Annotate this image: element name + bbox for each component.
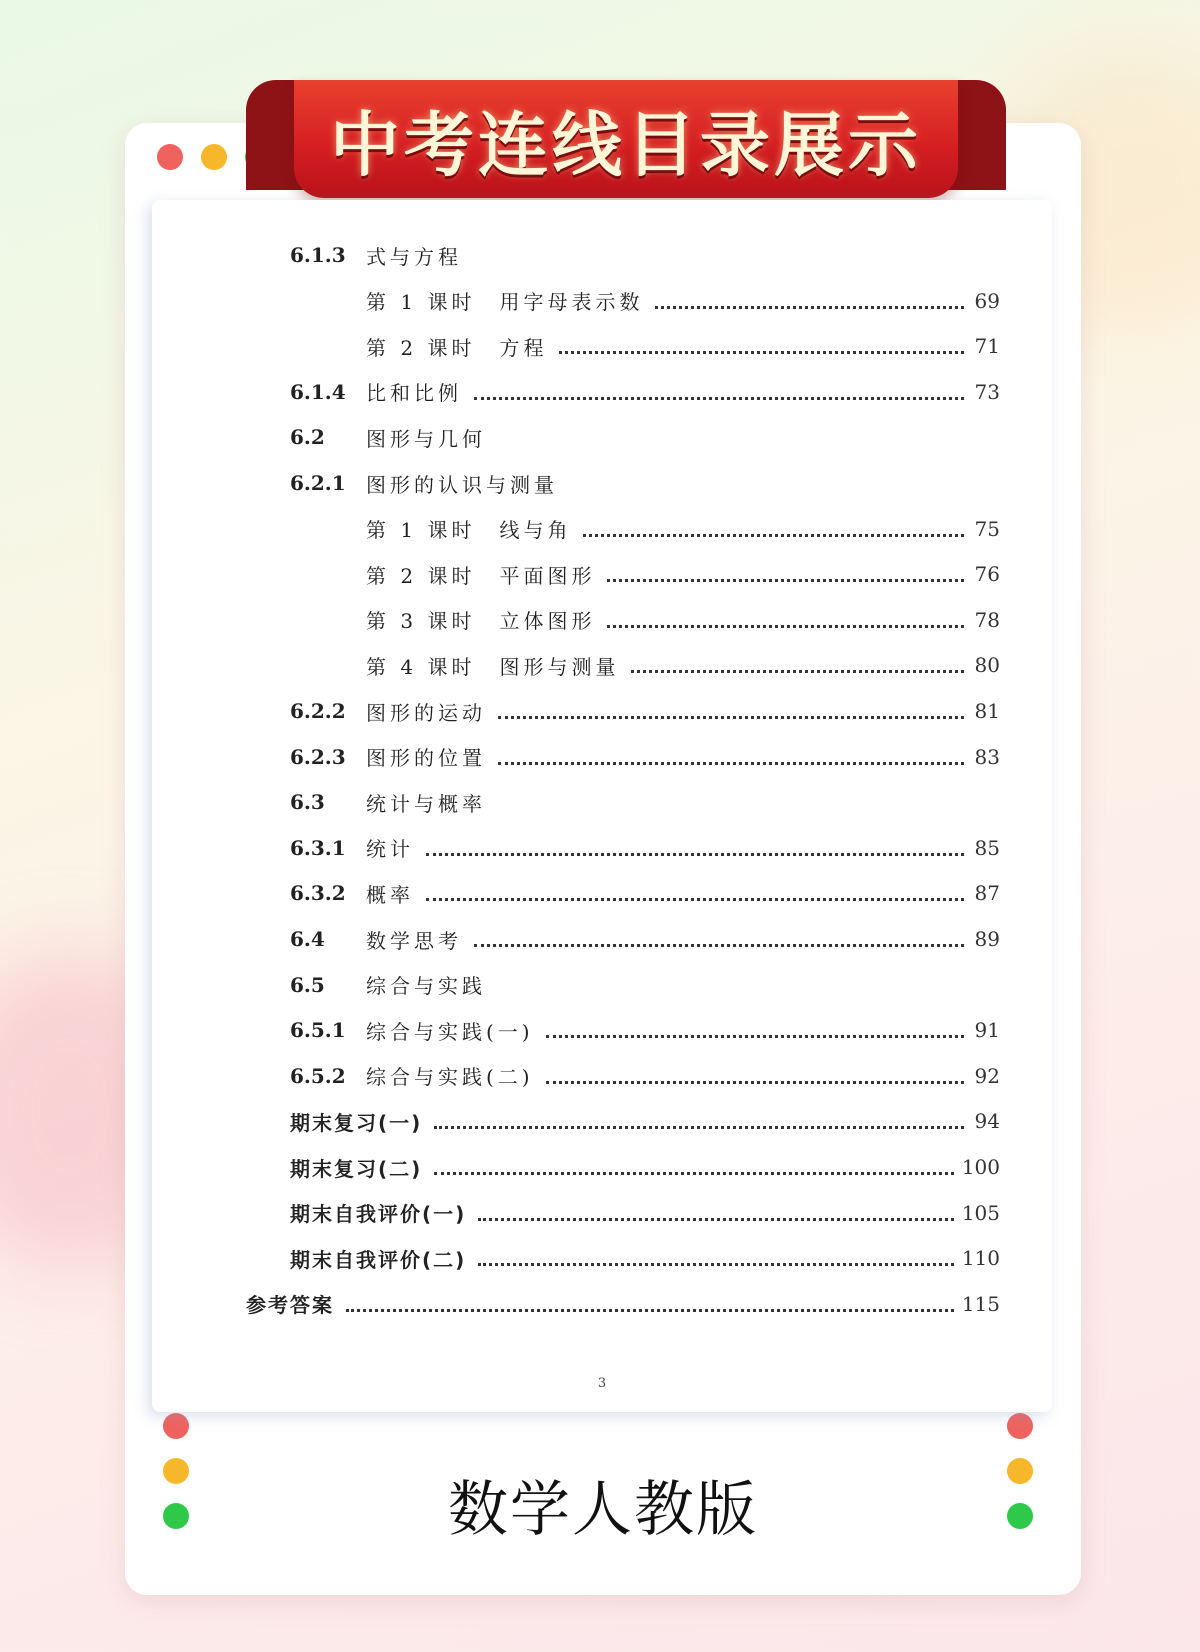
- toc-page-number: 80: [974, 653, 1000, 678]
- toc-page-number: 76: [974, 562, 1000, 587]
- toc-leader-dots: [346, 1307, 954, 1312]
- toc-section-number: 6.3: [290, 790, 325, 815]
- footer-title: 数学人教版: [448, 1475, 758, 1545]
- toc-title: 参考答案: [246, 1293, 334, 1318]
- toc-section-number: 6.1.3: [290, 243, 346, 267]
- toc-leader-dots: [474, 395, 964, 400]
- decor-dot-icon: [1007, 1413, 1033, 1439]
- toc-row[interactable]: [290, 833, 1000, 863]
- close-dot-icon: [157, 144, 183, 170]
- toc-row[interactable]: [290, 331, 1000, 361]
- toc-title: 图形的认识与测量: [366, 472, 558, 497]
- toc-row[interactable]: [290, 742, 1000, 772]
- toc-page-number: 73: [974, 379, 1000, 404]
- toc-title: 第 1 课时 用字母表示数: [366, 290, 644, 315]
- toc-page-number: 85: [974, 835, 1000, 860]
- toc-page-number: 87: [974, 881, 1000, 906]
- toc-row[interactable]: [290, 1198, 1000, 1228]
- toc-leader-dots: [607, 577, 964, 582]
- toc-page-number: 94: [974, 1109, 1000, 1134]
- toc-page-number: 78: [974, 607, 1000, 632]
- toc-row[interactable]: [290, 787, 1000, 817]
- toc-section-number: 6.5.1: [290, 1018, 346, 1043]
- toc-page-number: 81: [974, 699, 1000, 723]
- toc-title: 式与方程: [366, 244, 462, 269]
- toc-row[interactable]: [290, 422, 1000, 452]
- toc-row[interactable]: [290, 1106, 1000, 1136]
- toc-section-number: 6.2: [290, 425, 325, 450]
- toc-title: 第 4 课时 图形与测量: [366, 654, 620, 679]
- toc-section-number: 6.1.4: [290, 379, 346, 404]
- toc-leader-dots: [498, 714, 964, 719]
- toc-title: 第 1 课时 线与角: [366, 518, 572, 543]
- toc-title: 综合与实践: [366, 974, 486, 999]
- toc-page-number: 91: [974, 1018, 1000, 1043]
- toc-row[interactable]: [290, 514, 1000, 544]
- toc-row[interactable]: [290, 1061, 1000, 1091]
- toc-title: 期末复习(二): [290, 1156, 423, 1181]
- toc-row[interactable]: [290, 924, 1000, 954]
- toc-page-number: 115: [961, 1291, 1000, 1316]
- toc-section-number: 6.5.2: [290, 1063, 346, 1088]
- toc-page-number: 110: [961, 1246, 1000, 1271]
- toc-title: 第 3 课时 立体图形: [366, 609, 596, 634]
- toc-title: 综合与实践(二): [366, 1065, 534, 1090]
- toc-leader-dots: [478, 1261, 954, 1266]
- toc-title: 第 2 课时 方程: [366, 335, 548, 360]
- toc-leader-dots: [546, 1033, 964, 1038]
- toc-title: 比和比例: [366, 381, 462, 406]
- toc-section-number: 6.3.1: [290, 835, 346, 860]
- toc-leader-dots: [474, 942, 964, 947]
- toc-leader-dots: [434, 1124, 964, 1129]
- toc-title: 综合与实践(一): [366, 1019, 534, 1044]
- toc-title: 数学思考: [366, 928, 462, 953]
- toc-row[interactable]: [290, 605, 1000, 635]
- toc-row[interactable]: [290, 1152, 1000, 1182]
- toc-leader-dots: [607, 623, 964, 628]
- toc-leader-dots: [426, 851, 964, 856]
- decor-dot-icon: [163, 1413, 189, 1439]
- toc-page: [152, 200, 1052, 1412]
- toc-leader-dots: [583, 532, 964, 537]
- toc-title: 期末自我评价(二): [290, 1247, 467, 1272]
- toc-row[interactable]: [290, 240, 1000, 270]
- toc-leader-dots: [478, 1216, 954, 1221]
- toc-title: 统计: [366, 837, 414, 862]
- toc-row[interactable]: [290, 559, 1000, 589]
- toc-page-number: 83: [974, 744, 1000, 769]
- toc-page-number: 92: [974, 1063, 1000, 1088]
- toc-section-number: 6.3.2: [290, 881, 346, 906]
- toc-section-number: 6.4: [290, 927, 325, 951]
- toc-page-number: 75: [974, 516, 1000, 541]
- toc-page-number: 105: [961, 1200, 1000, 1225]
- toc-page-number: 69: [974, 288, 1000, 313]
- toc-title: 图形的位置: [366, 746, 486, 771]
- toc-leader-dots: [559, 349, 964, 354]
- toc-row[interactable]: [290, 878, 1000, 908]
- toc-leader-dots: [631, 668, 964, 673]
- toc-section-number: 6.2.3: [290, 744, 346, 769]
- toc-row[interactable]: [290, 970, 1000, 1000]
- toc-title: 期末自我评价(一): [290, 1202, 467, 1227]
- toc-section-number: 6.2.1: [290, 471, 346, 495]
- banner-title: 中考连线目录展示: [330, 103, 922, 186]
- toc-row[interactable]: [290, 696, 1000, 726]
- toc-row[interactable]: [290, 377, 1000, 407]
- toc-row[interactable]: [290, 286, 1000, 316]
- toc-title: 期末复习(一): [290, 1110, 423, 1135]
- toc-section-number: 6.2.2: [290, 699, 346, 723]
- toc-page-number: 89: [974, 927, 1000, 951]
- toc-row[interactable]: [290, 650, 1000, 680]
- toc-title: 统计与概率: [366, 791, 486, 816]
- toc-row[interactable]: [290, 468, 1000, 498]
- toc-row[interactable]: [290, 1015, 1000, 1045]
- toc-page-number: 100: [961, 1155, 1000, 1179]
- title-banner: [294, 80, 958, 198]
- toc-leader-dots: [426, 896, 964, 901]
- toc-leader-dots: [655, 304, 964, 309]
- toc-title: 图形的运动: [366, 700, 486, 725]
- page-number: 3: [597, 1376, 607, 1391]
- toc-title: 概率: [366, 882, 414, 907]
- toc-title: 第 2 课时 平面图形: [366, 563, 596, 588]
- toc-section-number: 6.5: [290, 972, 325, 997]
- toc-leader-dots: [434, 1170, 954, 1175]
- minimize-dot-icon: [201, 144, 227, 170]
- toc-leader-dots: [498, 760, 964, 765]
- toc-title: 图形与几何: [366, 426, 486, 451]
- toc-page-number: 71: [974, 334, 1000, 359]
- toc-leader-dots: [546, 1079, 964, 1084]
- toc-row[interactable]: [246, 1289, 1000, 1319]
- toc-row[interactable]: [290, 1243, 1000, 1273]
